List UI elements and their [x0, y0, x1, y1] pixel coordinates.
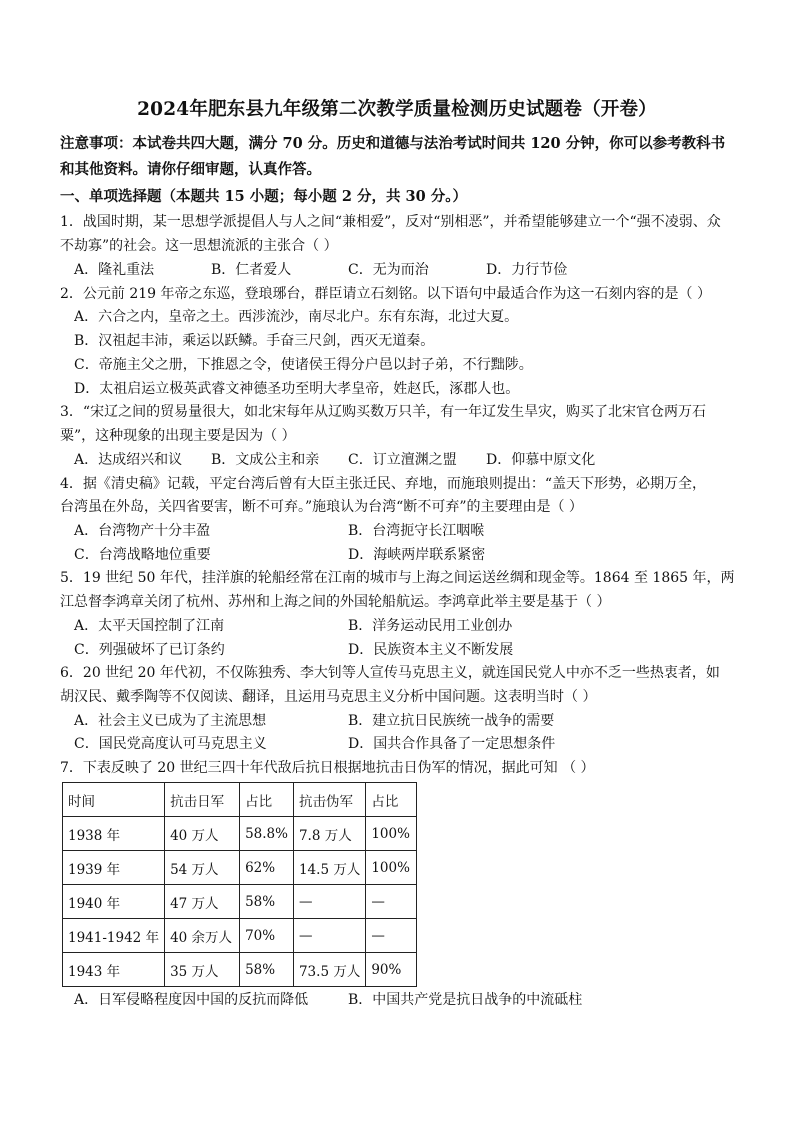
table-cell: —	[293, 919, 365, 953]
table-cell: 62%	[240, 851, 294, 885]
q7-option-a: A．日军侵略程度因中国的反抗而降低	[74, 992, 309, 1008]
table-cell: 40 余万人	[165, 919, 240, 953]
table-cell: 时间	[63, 783, 165, 817]
table-cell: 47 万人	[165, 885, 240, 919]
table-cell: 1938 年	[63, 817, 165, 851]
q4-option-b: B．台湾扼守长江咽喉	[348, 523, 485, 539]
q5-option-d: D．民族资本主义不断发展	[348, 642, 514, 658]
table-cell: 1943 年	[63, 953, 165, 987]
table-cell: 占比	[240, 783, 294, 817]
table-cell: 90%	[366, 953, 417, 987]
q1-stem-line2: 不劫寡”的社会。这一思想流派的主张合（ ）	[60, 238, 338, 254]
q5-stem-line2: 江总督李鸿章关闭了杭州、苏州和上海之间的外国轮船航运。李鸿章此举主要是基于（ ）	[60, 594, 611, 610]
q5-option-b: B．洋务运动民用工业创办	[348, 618, 513, 634]
table-cell: 54 万人	[165, 851, 240, 885]
q2-stem: 2．公元前 219 年帝之东巡，登琅琊台，群臣请立石刻铭。以下语句中最适合作为这一石刻内容的是（ ）	[60, 286, 711, 302]
page-title: 2024年肥东县九年级第二次教学质量检测历史试题卷（开卷）	[137, 99, 657, 120]
q4-option-c: C．台湾战略地位重要	[74, 547, 211, 563]
table-row	[63, 851, 417, 885]
q4-option-d: D．海峡两岸联系紧密	[348, 547, 486, 563]
table-cell: —	[366, 919, 417, 953]
table-cell: 1941-1942 年	[63, 919, 165, 953]
table-cell: 7.8 万人	[293, 817, 365, 851]
table-cell: 58%	[240, 885, 294, 919]
table-cell: 100%	[366, 817, 417, 851]
table-cell: —	[366, 885, 417, 919]
q2-option-b: B．汉祖起丰沛，乘运以跃鳞。手奋三尺剑，西灭无道秦。	[74, 333, 435, 349]
q5-option-a: A．太平天国控制了江南	[74, 618, 225, 634]
q6-option-c: C．国民党高度认可马克思主义	[74, 736, 267, 752]
q1-option-c: C．无为而治	[348, 262, 429, 278]
notice-text: 注意事项：本试卷共四大题，满分 70 分。历史和道德与法治考试时间共 120 分钟，你可以参考教科书和其他资料。请你仔细审题，认真作答。	[60, 135, 726, 178]
table-cell: 40 万人	[165, 817, 240, 851]
table-cell: 73.5 万人	[293, 953, 365, 987]
table-cell: 1940 年	[63, 885, 165, 919]
q4-stem-line2: 台湾虽在外岛，关四省要害，断不可弃。”施琅认为台湾“断不可弃”的主要理由是（ ）	[60, 499, 583, 515]
q6-stem-line2: 胡汉民、戴季陶等不仅阅读、翻译，且运用马克思主义分析中国问题。这表明当时（ ）	[60, 689, 597, 705]
q2-option-c: C．帝施主父之册，下推恩之令，使诸侯王得分户邑以封子弟，不行黜陟。	[74, 357, 533, 373]
table-row	[63, 817, 417, 851]
q5-stem-line1: 5．19 世纪 50 年代，挂洋旗的轮船经常在江南的城市与上海之间运送丝绸和现金等。1864 至 1865 年，两	[60, 570, 735, 586]
table-row	[63, 919, 417, 953]
q6-option-d: D．国共合作具备了一定思想条件	[348, 736, 556, 752]
q1-option-b: B．仁者爱人	[211, 262, 292, 278]
q7-data-table	[62, 782, 417, 987]
table-cell: 58%	[240, 953, 294, 987]
q3-stem-line2: 粟”，这种现象的出现主要是因为（ ）	[60, 428, 296, 444]
table-header-row	[63, 783, 417, 817]
q3-option-b: B．文成公主和亲	[211, 452, 320, 468]
q3-stem-line1: 3．“宋辽之间的贸易量很大，如北宋每年从辽购买数万只羊，有一年辽发生旱灾，购买了北宋官仓两万石	[60, 404, 707, 420]
table-cell: 抗击伪军	[293, 783, 365, 817]
table-cell: 占比	[366, 783, 417, 817]
table-cell: 100%	[366, 851, 417, 885]
q1-stem-line1: 1．战国时期，某一思想学派提倡人与人之间“兼相爱”，反对“别相恶”，并希望能够建立一个“强不凌弱、众	[60, 214, 721, 230]
q1-option-a: A．隆礼重法	[74, 262, 155, 278]
q2-option-a: A．六合之内，皇帝之土。西涉流沙，南尽北户。东有东海，北过大夏。	[74, 309, 519, 325]
q5-option-c: C．列强破坏了已订条约	[74, 642, 225, 658]
q7-option-b: B．中国共产党是抗日战争的中流砥柱	[348, 992, 583, 1008]
table-cell: 70%	[240, 919, 294, 953]
q3-option-c: C．订立澶渊之盟	[348, 452, 457, 468]
table-row	[63, 885, 417, 919]
q7-stem: 7．下表反映了 20 世纪三四十年代敌后抗日根据地抗击日伪军的情况，据此可知 （ ）	[60, 760, 595, 776]
q3-option-d: D．仰慕中原文化	[486, 452, 596, 468]
table-cell: 1939 年	[63, 851, 165, 885]
q1-option-d: D．力行节俭	[486, 262, 568, 278]
q6-option-b: B．建立抗日民族统一战争的需要	[348, 713, 555, 729]
q6-option-a: A．社会主义已成为了主流思想	[74, 713, 267, 729]
table-cell: 58.8%	[240, 817, 294, 851]
table-row	[63, 953, 417, 987]
q4-stem-line1: 4．据《清史稿》记载，平定台湾后曾有大臣主张迁民、弃地，而施琅则提出：“盖天下形势，必期万全，	[60, 476, 707, 492]
q3-option-a: A．达成绍兴和议	[74, 452, 183, 468]
table-cell: 35 万人	[165, 953, 240, 987]
q6-stem-line1: 6．20 世纪 20 年代初，不仅陈独秀、李大钊等人宣传马克思主义，就连国民党人中亦不乏一些热衷者，如	[60, 665, 720, 681]
section-heading: 一、单项选择题（本题共 15 小题；每小题 2 分，共 30 分。）	[60, 188, 467, 205]
table-cell: 14.5 万人	[293, 851, 365, 885]
table-cell: 抗击日军	[165, 783, 240, 817]
table-cell: —	[293, 885, 365, 919]
q4-option-a: A．台湾物产十分丰盈	[74, 523, 211, 539]
q2-option-d: D．太祖启运立极英武睿文神德圣功至明大孝皇帝，姓赵氏，涿郡人也。	[74, 381, 520, 397]
